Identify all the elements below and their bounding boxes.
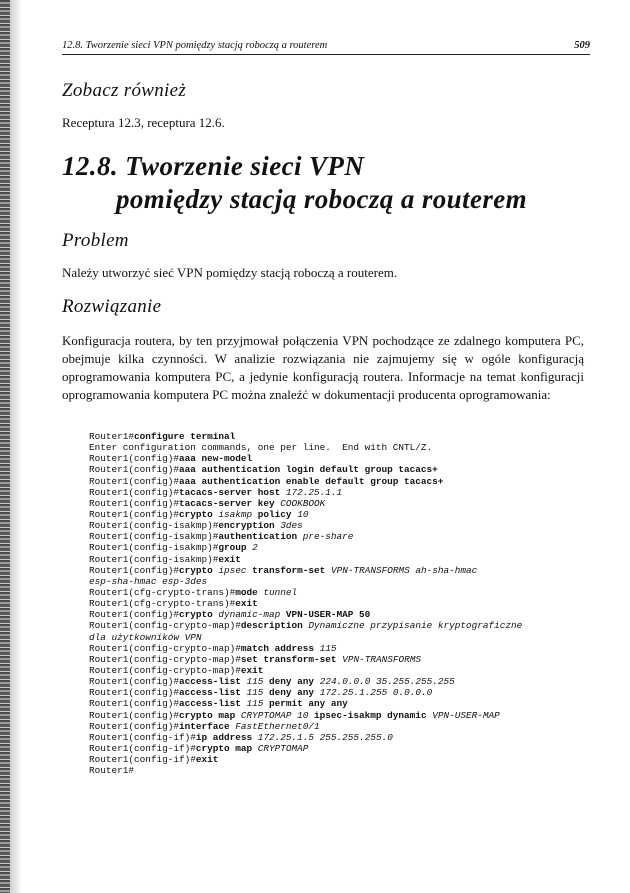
- page-number: 509: [574, 40, 590, 51]
- code-line: [89, 531, 589, 542]
- code-segment: 115: [246, 676, 270, 688]
- code-segment: Router1(config)#: [89, 475, 180, 487]
- code-segment: exit: [218, 553, 241, 565]
- code-line: [89, 698, 589, 709]
- code-segment: description: [240, 620, 309, 632]
- code-segment: set transform-set: [240, 653, 343, 665]
- code-segment: Router1(config)#: [89, 720, 180, 732]
- code-line: [89, 643, 589, 654]
- code-segment: aaa authentication login default group tacacs+: [179, 464, 438, 476]
- code-segment: 115: [246, 687, 270, 699]
- code-segment: esp-sha-hmac esp-3des: [89, 575, 208, 587]
- code-segment: Router1(config)#: [89, 508, 180, 520]
- code-segment: mode: [235, 586, 264, 598]
- code-segment: crypto map: [195, 742, 258, 754]
- code-line: [89, 554, 589, 565]
- code-segment: 172.25.1.255 0.0.0.0: [319, 687, 433, 699]
- running-header: [62, 36, 590, 55]
- code-segment: access-list: [179, 687, 247, 699]
- code-segment: tunnel: [263, 586, 298, 598]
- code-segment: Router1(config-if)#: [89, 742, 196, 754]
- code-segment: 224.0.0.0 35.255.255.255: [319, 676, 455, 688]
- code-segment: 3des: [280, 520, 303, 532]
- code-segment: Router1#: [89, 431, 135, 442]
- code-segment: Router1(config)#: [89, 464, 180, 476]
- code-segment: Router1(config)#: [89, 709, 180, 721]
- code-segment: 10: [297, 508, 309, 520]
- code-segment: configure terminal: [134, 431, 236, 442]
- code-segment: Router1(config)#: [89, 486, 180, 498]
- code-line: [89, 765, 589, 776]
- section-title-line-2: pomiędzy stacją roboczą a routerem: [116, 184, 528, 214]
- code-segment: Router1(cfg-crypto-trans)#: [89, 598, 236, 610]
- see-also-heading: Zobacz również: [62, 80, 187, 101]
- code-line: [89, 721, 589, 732]
- code-segment: exit: [195, 754, 219, 766]
- code-segment: encryption: [218, 520, 281, 532]
- code-segment: Enter configuration commands, one per line. End with CNTL/Z.: [89, 442, 433, 454]
- code-segment: authentication: [218, 531, 303, 543]
- code-line: [89, 710, 589, 721]
- code-segment: COOKBOOK: [280, 497, 326, 509]
- page-binding-shadow: [10, 0, 22, 893]
- code-segment: 115: [319, 642, 337, 654]
- code-segment: 115: [246, 698, 270, 710]
- code-line: [89, 576, 589, 587]
- code-segment: ipsec-isakmp dynamic: [314, 709, 433, 721]
- code-segment: deny any: [269, 687, 320, 699]
- code-segment: Router1(config-if)#: [89, 731, 196, 743]
- code-segment: match address: [240, 642, 320, 654]
- code-segment: Router1(config-isakmp)#: [89, 542, 219, 554]
- code-segment: ipsec: [218, 564, 253, 576]
- code-segment: access-list: [179, 698, 247, 710]
- code-line: [89, 587, 589, 598]
- code-segment: crypto: [179, 564, 219, 576]
- code-line: [89, 453, 589, 464]
- code-segment: tacacs-server host: [179, 486, 286, 498]
- code-line: [89, 464, 589, 475]
- code-segment: VPN-TRANSFORMS: [342, 653, 421, 665]
- section-title-line-1: 12.8. Tworzenie sieci VPN: [62, 151, 365, 181]
- code-segment: aaa authentication enable default group tacacs+: [179, 475, 444, 487]
- code-segment: tacacs-server key: [179, 497, 281, 509]
- running-header-title: 12.8. Tworzenie sieci VPN pomiędzy stacją roboczą a routerem: [62, 40, 328, 51]
- code-segment: permit any any: [269, 698, 348, 710]
- code-line: [89, 509, 589, 520]
- code-segment: Router1(config-crypto-map)#: [89, 664, 241, 676]
- page-binding-edge: [0, 0, 10, 893]
- code-segment: Router1(config)#: [89, 698, 180, 710]
- solution-text: Konfiguracja routera, by ten przyjmował połączenia VPN pochodzące ze zdalnego komputera PC, obejmuje kilka czynności. W analizie rozwiązania nie zajmujemy się w ogóle konfiguracją oprogramowania komputera PC, a jedynie konfiguracją routera. Informacje na temat konfiguracji oprogramowania komputera PC można znaleźć w dokumentacji producenta oprogramowania:: [62, 333, 584, 402]
- code-segment: dynamic-map: [218, 609, 286, 621]
- code-segment: exit: [240, 664, 264, 676]
- code-segment: Router1(config)#: [89, 453, 180, 465]
- code-segment: Router1(config)#: [89, 564, 180, 576]
- code-line: [89, 665, 589, 676]
- code-segment: Router1(config-isakmp)#: [89, 520, 219, 532]
- code-segment: aaa new-model: [179, 453, 253, 465]
- code-segment: ip address: [195, 731, 258, 743]
- code-segment: deny any: [269, 676, 320, 688]
- code-segment: Router1(config-isakmp)#: [89, 531, 219, 543]
- code-line: [89, 632, 589, 643]
- code-segment: 2: [252, 542, 258, 554]
- code-segment: Router1(config-crypto-map)#: [89, 653, 241, 665]
- problem-heading: Problem: [62, 230, 129, 251]
- code-line: [89, 598, 589, 609]
- code-segment: Router1(config-isakmp)#: [89, 553, 219, 565]
- code-line: [89, 620, 589, 631]
- code-segment: Router1(config-crypto-map)#: [89, 642, 241, 654]
- code-segment: 172.25.1.1: [285, 486, 343, 498]
- code-segment: interface: [179, 720, 236, 732]
- code-segment: VPN-USER-MAP: [432, 709, 500, 721]
- code-line: [89, 654, 589, 665]
- code-segment: exit: [235, 598, 258, 610]
- code-segment: Router1(config)#: [89, 676, 180, 688]
- code-line: [89, 676, 589, 687]
- code-segment: Router1(config-crypto-map)#: [89, 620, 241, 632]
- code-segment: policy: [257, 508, 298, 520]
- code-segment: Router1(cfg-crypto-trans)#: [89, 586, 236, 598]
- code-line: [89, 487, 589, 498]
- code-listing: [89, 431, 589, 776]
- code-segment: group: [218, 542, 253, 554]
- code-segment: Router1(config-if)#: [89, 754, 196, 766]
- code-line: [89, 542, 589, 553]
- solution-heading: Rozwiązanie: [62, 296, 162, 317]
- code-segment: Dynamiczne przypisanie kryptograficzne: [308, 620, 523, 632]
- code-line: [89, 565, 589, 576]
- code-segment: 172.25.1.5 255.255.255.0: [257, 731, 393, 743]
- code-segment: CRYPTOMAP 10: [240, 709, 315, 721]
- see-also-text: Receptura 12.3, receptura 12.6.: [62, 115, 225, 130]
- code-segment: Router1(config)#: [89, 687, 180, 699]
- code-segment: crypto map: [179, 709, 241, 721]
- code-segment: FastEthernet0/1: [235, 720, 320, 732]
- code-segment: dla użytkowników VPN: [89, 631, 202, 643]
- code-segment: pre-share: [302, 531, 354, 543]
- code-line: [89, 431, 589, 442]
- problem-text: Należy utworzyć sieć VPN pomiędzy stacją roboczą a routerem.: [62, 265, 398, 280]
- code-segment: VPN-TRANSFORMS ah-sha-hmac: [330, 564, 478, 576]
- code-line: [89, 687, 589, 698]
- code-segment: crypto: [179, 609, 219, 621]
- code-line: [89, 743, 589, 754]
- code-line: [89, 498, 589, 509]
- code-segment: isakmp: [218, 508, 258, 520]
- code-line: [89, 476, 589, 487]
- code-segment: transform-set: [252, 564, 331, 576]
- code-line: [89, 754, 589, 765]
- code-segment: Router1(config)#: [89, 497, 180, 509]
- code-line: [89, 732, 589, 743]
- code-segment: VPN-USER-MAP 50: [285, 609, 371, 621]
- code-segment: Router1(config)#: [89, 609, 180, 621]
- code-segment: access-list: [179, 676, 247, 688]
- code-line: [89, 442, 589, 453]
- code-line: [89, 520, 589, 531]
- code-segment: crypto: [179, 508, 219, 520]
- code-line: [89, 609, 589, 620]
- code-segment: Router1#: [89, 765, 135, 777]
- code-segment: CRYPTOMAP: [257, 742, 309, 754]
